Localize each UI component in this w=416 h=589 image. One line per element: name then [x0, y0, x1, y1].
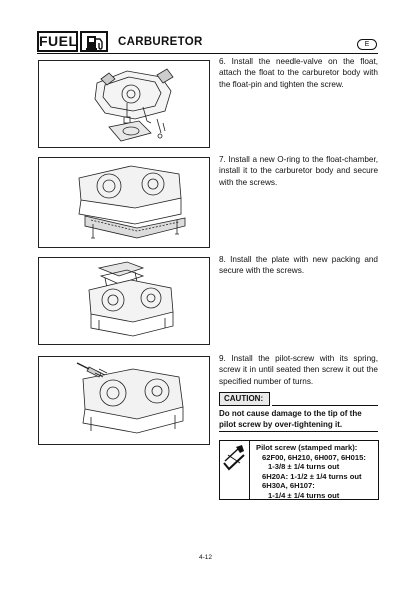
figure-float-chamber [38, 157, 210, 248]
spec-line: 6H30A, 6H107: [262, 481, 315, 490]
caution-rule [272, 405, 378, 406]
figure-pilot-screw [38, 356, 210, 445]
spec-line: 62F00, 6H210, 6H007, 6H015: [262, 452, 366, 462]
caution-label: CAUTION: [219, 392, 270, 406]
caution-bottom-rule [219, 431, 378, 432]
spec-values [256, 443, 366, 500]
screwdriver-check-icon [220, 441, 250, 499]
spec-line: 6H20A: 1-1/2 ± 1/4 turns out [262, 471, 362, 481]
spec-title: Pilot screw (stamped mark): [256, 443, 358, 452]
fuel-pump-icon [80, 31, 108, 52]
language-badge: E [357, 39, 377, 50]
figure-float-install [38, 60, 210, 148]
caution-text: Do not cause damage to the tip of the pilot screw by over-tightening it. [219, 409, 362, 429]
spec-box [219, 440, 379, 500]
header-rule [37, 53, 378, 54]
step-9-text: 9. Install the pilot-screw with its spring, screw it in until seated then screw it out the specified number of turns. [219, 354, 378, 386]
step-8-text: 8. Install the plate with new packing and secure with the screws. [219, 255, 378, 276]
step-6-text: 6. Install the needle-valve on the float, attach the float to the carburetor body with the float-pin and tighten the screw. [219, 57, 378, 89]
section-label: FUEL [37, 31, 78, 52]
spec-line: 1-1/4 ± 1/4 turns out [268, 490, 340, 500]
page-title: CARBURETOR [118, 36, 203, 48]
step-7-text: 7. Install a new O-ring to the float-chamber, install it to the carburetor body and secure with the screws. [219, 155, 378, 187]
spec-line: 1-3/8 ± 1/4 turns out [268, 462, 340, 471]
figure-plate-packing [38, 257, 210, 345]
page-number: 4-12 [199, 554, 213, 561]
